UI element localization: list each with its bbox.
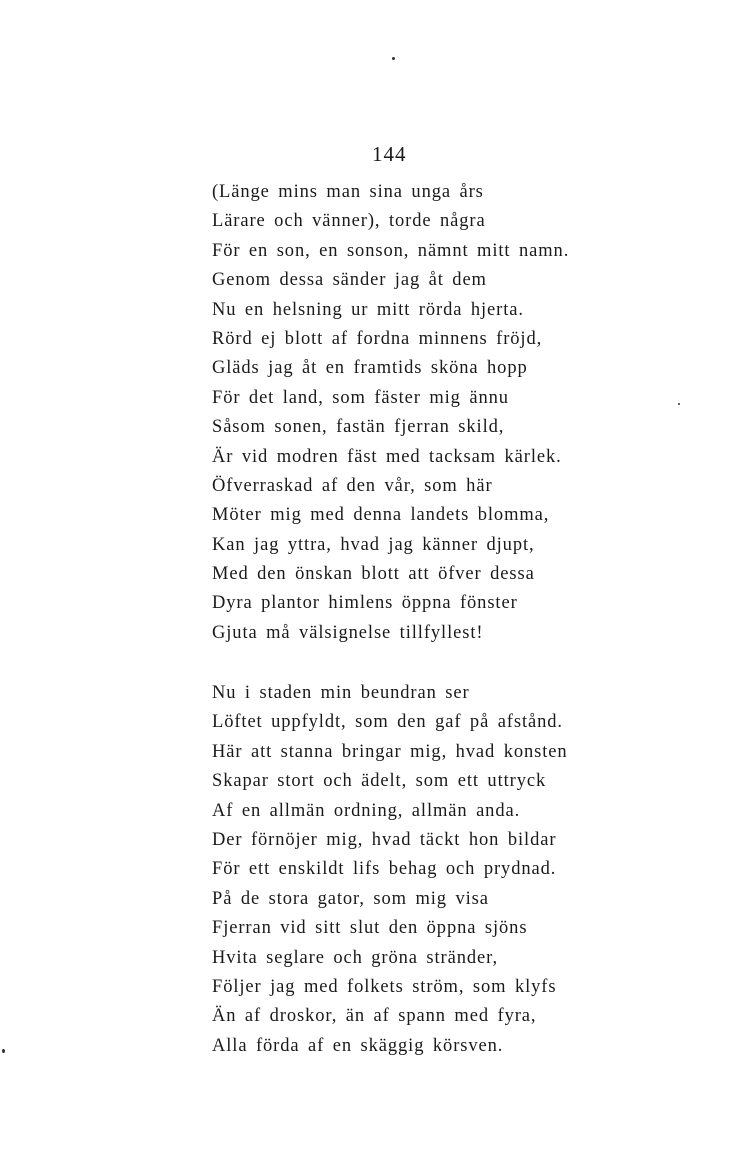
poem-line: Än af droskor, än af spann med fyra,	[212, 1006, 537, 1027]
ink-speck-left	[2, 1049, 5, 1053]
poem-line: Lärare och vänner), torde några	[212, 211, 486, 232]
poem-line: Hvita seglare och gröna stränder,	[212, 947, 498, 968]
poem-line: Kan jag yttra, hvad jag känner djupt,	[212, 534, 535, 555]
poem-line: Af en allmän ordning, allmän anda.	[212, 800, 521, 821]
ink-speck-right	[678, 403, 680, 405]
poem-line: Skapar stort och ädelt, som ett uttryck	[212, 771, 547, 792]
poem-line: För en son, en sonson, nämnt mitt namn.	[212, 240, 570, 261]
poem-line: Der förnöjer mig, hvad täckt hon bildar	[212, 829, 557, 850]
poem-line: Följer jag med folkets ström, som klyfs	[212, 976, 557, 997]
poem-line: Gjuta må välsignelse tillfyllest!	[212, 622, 484, 643]
poem-line: Är vid modren fäst med tacksam kärlek.	[212, 446, 562, 467]
poem-line: Här att stanna bringar mig, hvad konsten	[212, 741, 568, 762]
poem-line: Öfverraskad af den vår, som här	[212, 475, 493, 496]
poem-line: Löftet uppfyldt, som den gaf på afstånd.	[212, 712, 563, 733]
poem-stanza-2	[212, 679, 568, 1061]
poem-line: Gläds jag åt en framtids sköna hopp	[212, 358, 528, 379]
poem-line: Nu i staden min beundran ser	[212, 683, 470, 703]
poem-line: Genom dessa sänder jag åt dem	[212, 270, 487, 291]
poem-line: Med den önskan blott att öfver dessa	[212, 564, 535, 585]
ink-speck-top	[392, 57, 395, 60]
poem-stanza-1	[212, 178, 569, 648]
poem-line: Dyra plantor himlens öppna fönster	[212, 593, 518, 614]
poem-line: För ett enskildt lifs behag och prydnad.	[212, 859, 557, 880]
poem-line: På de stora gator, som mig visa	[212, 888, 489, 909]
poem-line: Nu en helsning ur mitt rörda hjerta.	[212, 299, 524, 320]
page-number: 144	[372, 142, 407, 166]
poem-line: Möter mig med denna landets blomma,	[212, 505, 550, 526]
poem-line: Fjerran vid sitt slut den öppna sjöns	[212, 918, 528, 939]
poem-line: Såsom sonen, fastän fjerran skild,	[212, 417, 505, 438]
poem-line: Rörd ej blott af fordna minnens fröjd,	[212, 328, 543, 349]
poem-line: Alla förda af en skäggig körsven.	[212, 1035, 504, 1056]
poem-line: För det land, som fäster mig ännu	[212, 387, 509, 408]
poem-line: (Länge mins man sina unga års	[212, 182, 484, 202]
